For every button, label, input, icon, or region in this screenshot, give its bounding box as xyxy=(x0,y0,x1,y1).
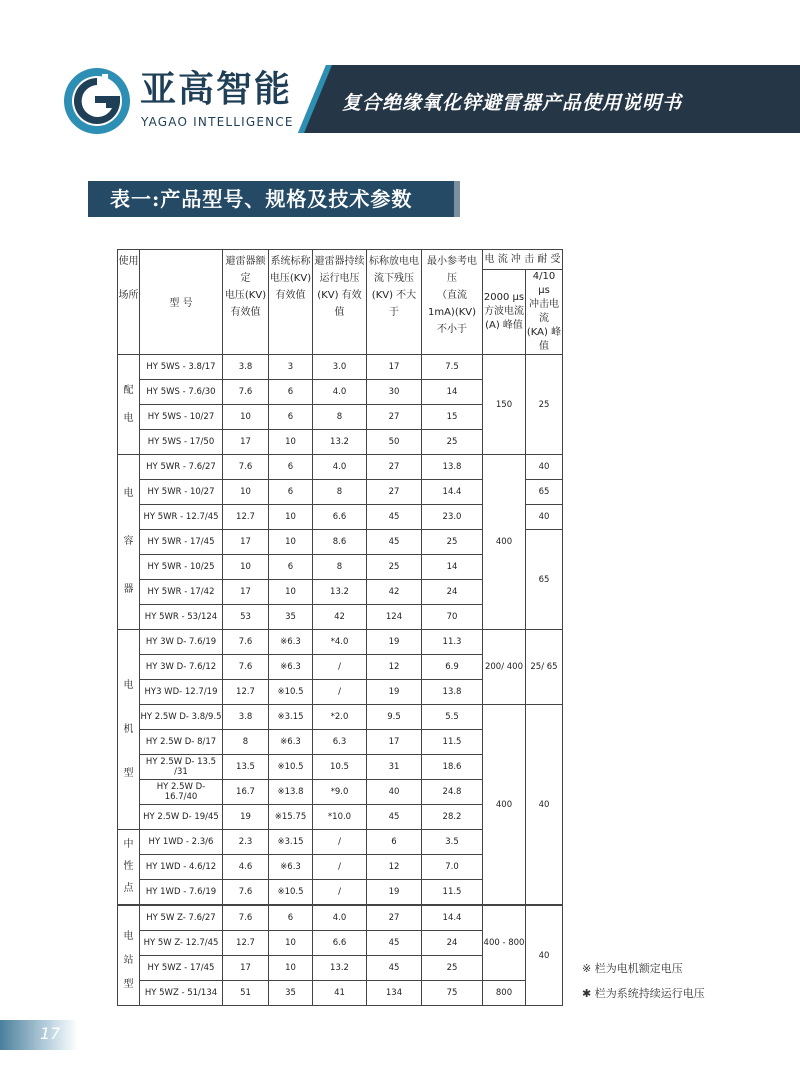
cell-high-current: 65 xyxy=(526,480,563,505)
cell-system: 10 xyxy=(269,580,313,605)
cell-residual: 124 xyxy=(367,605,422,630)
cell-reference: 7.0 xyxy=(422,855,483,880)
cell-model: HY 5WR - 10/27 xyxy=(140,480,223,505)
cell-rated: 12.7 xyxy=(223,931,269,956)
page-number-bar xyxy=(0,1020,78,1050)
cell-reference: 11.5 xyxy=(422,730,483,755)
cell-continuous: *2.0 xyxy=(313,705,367,730)
cell-reference: 25 xyxy=(422,430,483,455)
cell-rated: 17 xyxy=(223,430,269,455)
cell-residual: 45 xyxy=(367,505,422,530)
section-title: 表一:产品型号、规格及技术参数 xyxy=(88,181,454,217)
cell-residual: 45 xyxy=(367,530,422,555)
cell-rated: 17 xyxy=(223,530,269,555)
brand-name-cn: 亚高智能 xyxy=(140,69,293,110)
cell-residual: 134 xyxy=(367,981,422,1006)
cell-model: HY 5WR - 7.6/27 xyxy=(140,455,223,480)
cell-residual: 25 xyxy=(367,555,422,580)
cell-square-wave: 800 xyxy=(483,981,526,1006)
cell-rated: 7.6 xyxy=(223,380,269,405)
cell-rated: 7.6 xyxy=(223,906,269,931)
cell-residual: 42 xyxy=(367,580,422,605)
cell-continuous: 4.0 xyxy=(313,906,367,931)
station-table xyxy=(117,905,563,1006)
cell-residual: 19 xyxy=(367,680,422,705)
cell-square-wave: 400 xyxy=(483,455,526,630)
cell-residual: 27 xyxy=(367,405,422,430)
cell-model: HY 3W D- 7.6/12 xyxy=(140,655,223,680)
header-impulse-withstand: 电 流 冲 击 耐 受 xyxy=(483,250,563,270)
header-rated-voltage: 避雷器额 定 电压(KV) 有效值 xyxy=(223,250,269,355)
cell-continuous: 10.5 xyxy=(313,755,367,780)
cell-high-current: 25 xyxy=(526,355,563,455)
header-model: 型 号 xyxy=(140,250,223,355)
cell-continuous: *9.0 xyxy=(313,780,367,805)
cell-square-wave: 400 xyxy=(483,705,526,905)
cell-reference: 25 xyxy=(422,956,483,981)
brand-name-en: YAGAO INTELLIGENCE xyxy=(141,115,294,129)
cell-rated: 7.6 xyxy=(223,630,269,655)
cell-rated: 12.7 xyxy=(223,505,269,530)
cell-rated: 7.6 xyxy=(223,655,269,680)
cell-rated: 53 xyxy=(223,605,269,630)
cell-residual: 30 xyxy=(367,380,422,405)
group-capacitor: 电 容 器 xyxy=(118,455,140,630)
cell-continuous: 6.6 xyxy=(313,931,367,956)
cell-continuous: 6.6 xyxy=(313,505,367,530)
cell-continuous: / xyxy=(313,855,367,880)
group-station: 电 站 型 xyxy=(118,906,140,1006)
cell-system: 6 xyxy=(269,405,313,430)
cell-rated: 17 xyxy=(223,580,269,605)
cell-rated: 16.7 xyxy=(223,780,269,805)
cell-model: HY 5W Z- 7.6/27 xyxy=(140,906,223,931)
cell-model: HY 5WR - 17/42 xyxy=(140,580,223,605)
header-reference-voltage: 最小参考电 压 （直流 1mA)(KV) 不小于 xyxy=(422,250,483,355)
cell-system: 3 xyxy=(269,355,313,380)
cell-reference: 23.0 xyxy=(422,505,483,530)
cell-system: ※10.5 xyxy=(269,755,313,780)
cell-rated: 13.5 xyxy=(223,755,269,780)
cell-reference: 11.5 xyxy=(422,880,483,905)
cell-model: HY 5WS - 17/50 xyxy=(140,430,223,455)
cell-model: HY 2.5W D- 16.7/40 xyxy=(140,780,223,805)
cell-residual: 9.5 xyxy=(367,705,422,730)
cell-system: 10 xyxy=(269,430,313,455)
cell-system: ※6.3 xyxy=(269,655,313,680)
cell-reference: 13.8 xyxy=(422,680,483,705)
cell-residual: 12 xyxy=(367,855,422,880)
cell-system: 6 xyxy=(269,555,313,580)
cell-residual: 19 xyxy=(367,630,422,655)
cell-model: HY 5WZ - 51/134 xyxy=(140,981,223,1006)
section-title-accent xyxy=(454,181,460,217)
cell-residual: 31 xyxy=(367,755,422,780)
note-motor-voltage: ※ 栏为电机额定电压 xyxy=(582,962,683,975)
cell-rated: 8 xyxy=(223,730,269,755)
cell-model: HY 1WD - 7.6/19 xyxy=(140,880,223,905)
cell-residual: 27 xyxy=(367,455,422,480)
cell-continuous: 13.2 xyxy=(313,580,367,605)
cell-high-current: 40 xyxy=(526,455,563,480)
cell-model: HY 5WS - 10/27 xyxy=(140,405,223,430)
cell-reference: 13.8 xyxy=(422,455,483,480)
cell-system: 10 xyxy=(269,956,313,981)
cell-continuous: *4.0 xyxy=(313,630,367,655)
cell-reference: 18.6 xyxy=(422,755,483,780)
cell-high-current: 40 xyxy=(526,505,563,530)
cell-continuous: 13.2 xyxy=(313,430,367,455)
cell-model: HY 5WZ - 17/45 xyxy=(140,956,223,981)
group-distribution: 配 电 xyxy=(118,355,140,455)
spec-table xyxy=(117,249,563,905)
header-high-current: 4/10 μs 冲击电流 (KA) 峰 值 xyxy=(526,270,563,355)
cell-model: HY 3W D- 7.6/19 xyxy=(140,630,223,655)
cell-reference: 14 xyxy=(422,380,483,405)
cell-system: 6 xyxy=(269,455,313,480)
header-square-wave: 2000 μs 方波电流 (A) 峰值 xyxy=(483,270,526,355)
cell-rated: 7.6 xyxy=(223,455,269,480)
cell-model: HY 1WD - 4.6/12 xyxy=(140,855,223,880)
cell-residual: 27 xyxy=(367,480,422,505)
cell-reference: 28.2 xyxy=(422,805,483,830)
cell-model: HY 5WR - 10/25 xyxy=(140,555,223,580)
cell-continuous: 41 xyxy=(313,981,367,1006)
cell-reference: 75 xyxy=(422,981,483,1006)
cell-model: HY 2.5W D- 13.5 /31 xyxy=(140,755,223,780)
cell-residual: 45 xyxy=(367,931,422,956)
cell-high-current: 65 xyxy=(526,530,563,630)
cell-system: ※6.3 xyxy=(269,730,313,755)
cell-rated: 10 xyxy=(223,555,269,580)
cell-system: 35 xyxy=(269,981,313,1006)
cell-system: ※6.3 xyxy=(269,630,313,655)
cell-residual: 27 xyxy=(367,906,422,931)
cell-residual: 45 xyxy=(367,956,422,981)
cell-rated: 4.6 xyxy=(223,855,269,880)
cell-continuous: 6.3 xyxy=(313,730,367,755)
cell-reference: 11.3 xyxy=(422,630,483,655)
cell-system: ※6.3 xyxy=(269,855,313,880)
cell-rated: 3.8 xyxy=(223,355,269,380)
document-title: 复合绝缘氧化锌避雷器产品使用说明书 xyxy=(342,92,683,114)
cell-system: ※10.5 xyxy=(269,680,313,705)
cell-reference: 7.5 xyxy=(422,355,483,380)
cell-rated: 3.8 xyxy=(223,705,269,730)
cell-high-current: 40 xyxy=(526,705,563,905)
cell-reference: 15 xyxy=(422,405,483,430)
header-residual-voltage: 标称放电电 流下残压 (KV) 不大于 xyxy=(367,250,422,355)
cell-residual: 6 xyxy=(367,830,422,855)
brand-logo-icon xyxy=(62,66,132,136)
cell-model: HY 2.5W D- 19/45 xyxy=(140,805,223,830)
cell-system: 10 xyxy=(269,931,313,956)
cell-system: ※3.15 xyxy=(269,830,313,855)
cell-system: 6 xyxy=(269,380,313,405)
cell-continuous: 4.0 xyxy=(313,380,367,405)
cell-system: ※3.15 xyxy=(269,705,313,730)
cell-residual: 50 xyxy=(367,430,422,455)
page-number: 17 xyxy=(40,1024,61,1043)
cell-continuous: / xyxy=(313,830,367,855)
group-motor: 电 机 型 xyxy=(118,630,140,830)
cell-square-wave: 400 - 800 xyxy=(483,906,526,981)
cell-system: ※13.8 xyxy=(269,780,313,805)
cell-system: 6 xyxy=(269,906,313,931)
group-neutral: 中 性 点 xyxy=(118,830,140,905)
cell-residual: 45 xyxy=(367,805,422,830)
cell-residual: 17 xyxy=(367,355,422,380)
cell-system: ※15.75 xyxy=(269,805,313,830)
cell-continuous: / xyxy=(313,880,367,905)
cell-model: HY 5WS - 7.6/30 xyxy=(140,380,223,405)
cell-continuous: 4.0 xyxy=(313,455,367,480)
cell-rated: 12.7 xyxy=(223,680,269,705)
cell-reference: 24.8 xyxy=(422,780,483,805)
cell-rated: 2.3 xyxy=(223,830,269,855)
cell-residual: 12 xyxy=(367,655,422,680)
cell-reference: 5.5 xyxy=(422,705,483,730)
cell-rated: 19 xyxy=(223,805,269,830)
cell-reference: 25 xyxy=(422,530,483,555)
cell-system: 6 xyxy=(269,480,313,505)
cell-rated: 10 xyxy=(223,405,269,430)
cell-continuous: 42 xyxy=(313,605,367,630)
cell-continuous: *10.0 xyxy=(313,805,367,830)
cell-high-current: 25/ 65 xyxy=(526,630,563,705)
cell-reference: 24 xyxy=(422,931,483,956)
cell-rated: 10 xyxy=(223,480,269,505)
cell-model: HY 5WR - 12.7/45 xyxy=(140,505,223,530)
cell-reference: 14.4 xyxy=(422,906,483,931)
cell-continuous: 13.2 xyxy=(313,956,367,981)
cell-rated: 51 xyxy=(223,981,269,1006)
cell-square-wave: 200/ 400 xyxy=(483,630,526,705)
header-continuous-voltage: 避雷器持续 运行电压 (KV) 有效值 xyxy=(313,250,367,355)
cell-continuous: / xyxy=(313,680,367,705)
cell-system: 10 xyxy=(269,530,313,555)
cell-model: HY 5WR - 17/45 xyxy=(140,530,223,555)
cell-continuous: 8 xyxy=(313,480,367,505)
cell-continuous: / xyxy=(313,655,367,680)
cell-continuous: 8.6 xyxy=(313,530,367,555)
cell-reference: 70 xyxy=(422,605,483,630)
cell-high-current: 40 xyxy=(526,906,563,1006)
cell-residual: 19 xyxy=(367,880,422,905)
header-use-site: 使用 场所 xyxy=(118,250,140,355)
cell-residual: 40 xyxy=(367,780,422,805)
header-system-voltage: 系统标称 电压(KV) 有效值 xyxy=(269,250,313,355)
cell-reference: 14 xyxy=(422,555,483,580)
cell-continuous: 3.0 xyxy=(313,355,367,380)
cell-model: HY 2.5W D- 3.8/9.5 xyxy=(140,705,223,730)
cell-system: 10 xyxy=(269,505,313,530)
cell-model: HY3 WD- 12.7/19 xyxy=(140,680,223,705)
cell-reference: 3.5 xyxy=(422,830,483,855)
cell-reference: 14.4 xyxy=(422,480,483,505)
cell-system: 35 xyxy=(269,605,313,630)
cell-model: HY 5W Z- 12.7/45 xyxy=(140,931,223,956)
note-continuous-voltage: ✱ 栏为系统持续运行电压 xyxy=(582,987,705,1000)
cell-reference: 24 xyxy=(422,580,483,605)
cell-reference: 6.9 xyxy=(422,655,483,680)
cell-rated: 7.6 xyxy=(223,880,269,905)
cell-model: HY 2.5W D- 8/17 xyxy=(140,730,223,755)
cell-system: ※10.5 xyxy=(269,880,313,905)
cell-model: HY 1WD - 2.3/6 xyxy=(140,830,223,855)
cell-square-wave: 150 xyxy=(483,355,526,455)
cell-model: HY 5WR - 53/124 xyxy=(140,605,223,630)
cell-continuous: 8 xyxy=(313,405,367,430)
cell-model: HY 5WS - 3.8/17 xyxy=(140,355,223,380)
cell-residual: 17 xyxy=(367,730,422,755)
cell-rated: 17 xyxy=(223,956,269,981)
cell-continuous: 8 xyxy=(313,555,367,580)
